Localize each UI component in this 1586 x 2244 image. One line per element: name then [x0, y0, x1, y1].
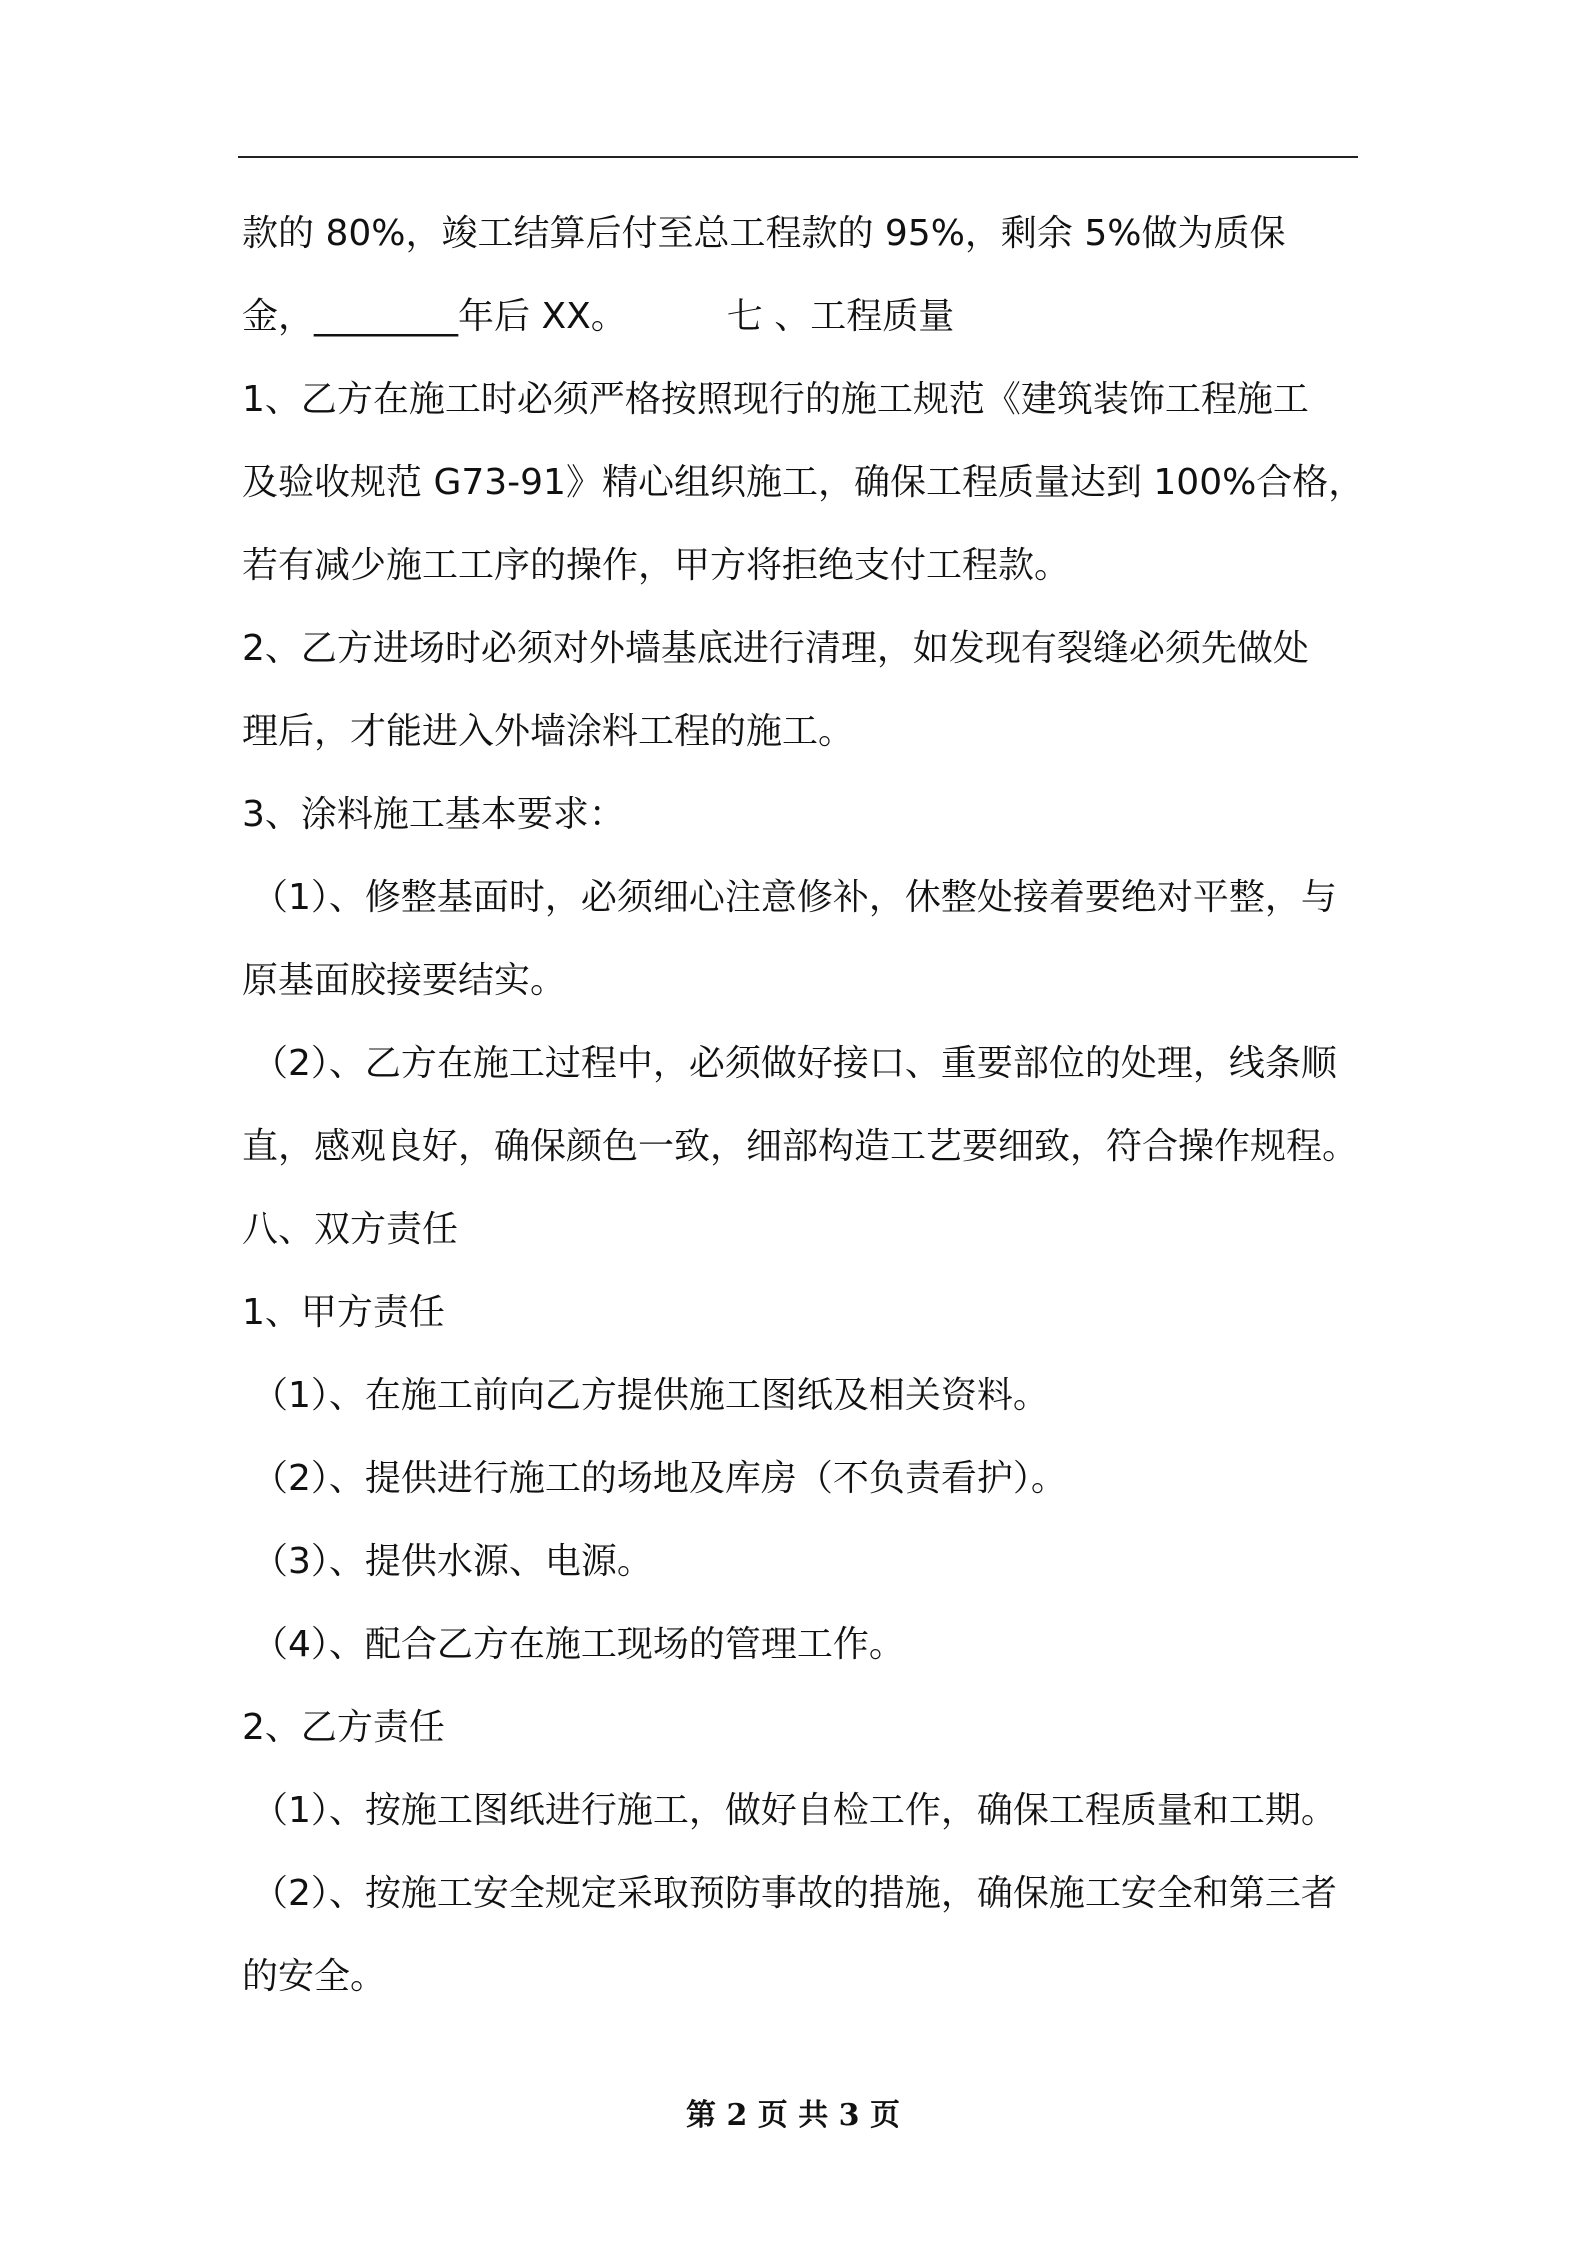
subheading-party-a: 1、甲方责任 [242, 1292, 445, 1333]
paragraph-line: （2）、提供进行施工的场地及库房（不负责看护）。 [252, 1458, 1067, 1499]
paragraph-line: （1）、按施工图纸进行施工，做好自检工作，确保工程质量和工期。 [252, 1790, 1337, 1831]
paragraph-line: （2）、按施工安全规定采取预防事故的措施，确保施工安全和第三者 [252, 1873, 1337, 1914]
paragraph-line: （4）、配合乙方在施工现场的管理工作。 [252, 1624, 905, 1665]
paragraph-line: 原基面胶接要结实。 [242, 960, 567, 1001]
section-heading-quality: 七 、工程质量 [726, 296, 955, 337]
paragraph-line: 的安全。 [242, 1956, 387, 1997]
paragraph-line: （1）、在施工前向乙方提供施工图纸及相关资料。 [252, 1375, 1049, 1416]
paragraph-line: 若有减少施工工序的操作，甲方将拒绝支付工程款。 [242, 545, 1071, 586]
document-body [242, 192, 1372, 2018]
header-rule [238, 156, 1358, 158]
paragraph-line: 款的 80%，竣工结算后付至总工程款的 95%，剩余 5%做为质保 [242, 213, 1286, 254]
paragraph-line: 直，感观良好，确保颜色一致，细部构造工艺要细致，符合操作规程。 [242, 1126, 1359, 1167]
paragraph-line: （1）、修整基面时，必须细心注意修补，休整处接着要绝对平整，与 [252, 877, 1337, 918]
paragraph-line: 理后，才能进入外墙涂料工程的施工。 [242, 711, 855, 752]
paragraph-line: 及验收规范 G73-91》精心组织施工，确保工程质量达到 100%合格， [242, 462, 1365, 503]
subheading-party-b: 2、乙方责任 [242, 1707, 445, 1748]
paragraph-line: 3、涂料施工基本要求： [242, 794, 625, 835]
page-number-footer: 第 2 页 共 3 页 [686, 2098, 900, 2133]
paragraph-line: 1、乙方在施工时必须严格按照现行的施工规范《建筑装饰工程施工 [242, 379, 1309, 420]
paragraph-line: （3）、提供水源、电源。 [252, 1541, 653, 1582]
paragraph-line: （2）、乙方在施工过程中，必须做好接口、重要部位的处理，线条顺 [252, 1043, 1337, 1084]
section-heading-responsibilities: 八、双方责任 [242, 1209, 459, 1250]
paragraph-text: 金，________年后 XX。 [242, 296, 627, 337]
paragraph-line [242, 275, 1372, 358]
paragraph-line: 2、乙方进场时必须对外墙基底进行清理，如发现有裂缝必须先做处 [242, 628, 1309, 669]
